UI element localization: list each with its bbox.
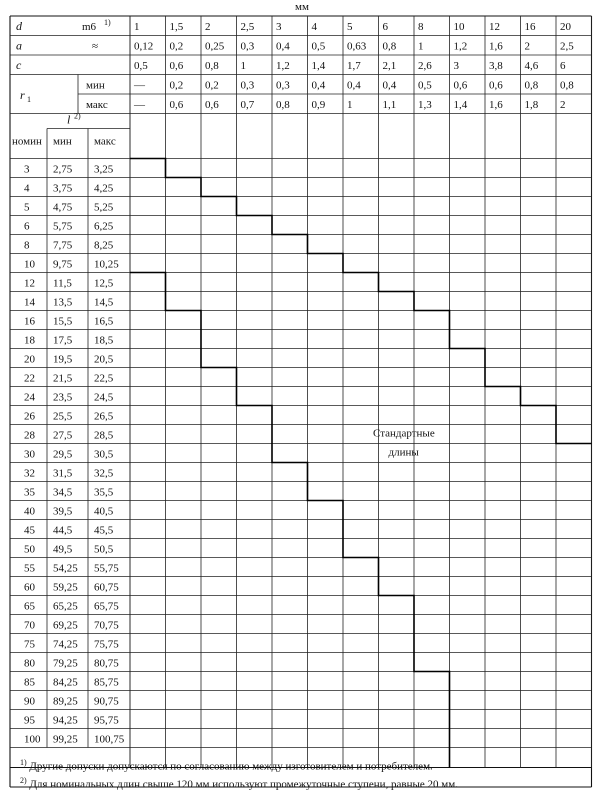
diameter-cell: 16	[524, 21, 536, 33]
length-nominal-cell: 40	[24, 505, 35, 518]
length-nominal-cell: 32	[24, 467, 35, 480]
a-value-cell: 0,25	[205, 40, 225, 53]
r1-label: r	[20, 88, 25, 102]
length-max-cell: 45,5	[94, 524, 114, 537]
c-label: c	[16, 58, 22, 72]
a-value-cell: 1	[418, 40, 424, 53]
l-label: l	[67, 112, 71, 127]
c-value-cell: 1,2	[276, 60, 290, 72]
length-max-cell: 95,75	[94, 714, 119, 727]
diameter-cell: 20	[560, 21, 571, 33]
length-nominal-cell: 28	[24, 429, 35, 442]
standard-length-boundaries	[130, 159, 592, 768]
length-nominal-cell: 45	[24, 524, 35, 537]
a-value-cell: 0,12	[134, 40, 154, 53]
length-max-cell: 90,75	[94, 695, 119, 708]
footnote-1-text: Другие допуски допускаются по согласованию между изготовителем и потребителем.	[29, 760, 433, 773]
length-max-cell: 55,75	[94, 562, 119, 575]
r1-max-value-cell: 1,1	[382, 99, 397, 111]
d-label: d	[16, 19, 22, 33]
length-min-cell: 94,25	[53, 714, 78, 727]
length-min-cell: 9,75	[53, 258, 73, 271]
diameter-cell: 6	[382, 21, 388, 33]
diameter-cell: 2	[205, 21, 211, 33]
r1-max-value-cell: 0,6	[169, 99, 184, 111]
length-max-cell: 70,75	[94, 619, 119, 632]
length-nominal-cell: 65	[24, 600, 35, 613]
length-nominal-cell: 100	[24, 733, 41, 746]
a-value-cell: 1,6	[489, 40, 503, 53]
length-min-cell: 15,5	[53, 315, 73, 328]
length-nominal-cell: 75	[24, 638, 35, 651]
length-nominal-cell: 5	[24, 201, 30, 214]
length-nominal-cell: 12	[24, 277, 35, 290]
a-value-cell: 0,2	[169, 40, 184, 53]
a-value-cell: 2,5	[560, 40, 574, 53]
length-max-cell: 30,5	[94, 448, 114, 461]
length-min-cell: 7,75	[53, 239, 73, 252]
footnote-2	[20, 774, 595, 792]
length-max-cell: 65,75	[94, 600, 119, 613]
length-max-cell: 4,25	[94, 182, 114, 195]
length-max-cell: 20,5	[94, 353, 114, 366]
r1-min-value-cell: 0,3	[240, 79, 255, 92]
length-min-cell: 3,75	[53, 182, 73, 195]
diameter-cell: 2,5	[240, 21, 255, 33]
diameter-cell: 10	[453, 21, 465, 33]
length-min-cell: 19,5	[53, 353, 73, 366]
length-max-cell: 10,25	[94, 258, 119, 271]
length-min-cell: 49,5	[53, 543, 73, 556]
length-max-cell: 5,25	[94, 201, 114, 214]
length-max-cell: 85,75	[94, 676, 119, 689]
footnotes	[20, 756, 595, 791]
col-min-label: мин	[53, 135, 72, 148]
c-value-cell: 1	[240, 60, 246, 72]
length-max-cell: 26,5	[94, 410, 114, 423]
a-value-cell: 0,5	[311, 40, 326, 53]
r1-min-value-cell: 0,6	[489, 79, 503, 92]
length-min-cell: 2,75	[53, 163, 73, 176]
length-max-cell: 16,5	[94, 315, 114, 328]
length-nominal-cell: 16	[24, 315, 35, 328]
r1-max-value-cell: 0,8	[276, 99, 290, 111]
length-max-cell: 40,5	[94, 505, 114, 518]
length-nominal-cell: 20	[24, 353, 35, 366]
length-min-cell: 23,5	[53, 391, 73, 404]
c-value-cell: 2,1	[382, 60, 397, 72]
length-min-cell: 44,5	[53, 524, 73, 537]
a-value-cell: 2	[524, 40, 530, 53]
length-nominal-cell: 18	[24, 334, 35, 347]
length-nominal-cell: 90	[24, 695, 35, 708]
r1-max-value-cell: 0,6	[205, 99, 219, 111]
r1-max-value-cell: 0,7	[240, 99, 255, 111]
length-nominal-cell: 30	[24, 448, 35, 461]
r1-min-value-cell: 0,4	[311, 79, 326, 92]
r1-subscript: 1	[27, 95, 31, 104]
length-nominal-cell: 6	[24, 220, 30, 233]
length-nominal-cell: 55	[24, 562, 35, 575]
length-min-cell: 74,25	[53, 638, 78, 651]
a-value-cell: 0,8	[382, 40, 397, 53]
diameter-cell: 1,5	[169, 21, 184, 33]
d-tolerance: m6	[82, 21, 97, 33]
r1-min-value-cell: 0,8	[560, 79, 574, 92]
length-max-cell: 14,5	[94, 296, 114, 309]
length-nominal-cell: 50	[24, 543, 35, 556]
length-min-cell: 59,25	[53, 581, 78, 594]
r1-min-value-cell: 0,5	[418, 79, 432, 92]
length-nominal-cell: 3	[24, 163, 30, 176]
r1-max-label: макс	[86, 99, 108, 111]
length-max-cell: 75,75	[94, 638, 119, 651]
length-nominal-cell: 8	[24, 239, 30, 252]
r1-max-value-cell: 0,9	[311, 99, 326, 111]
length-min-cell: 4,75	[53, 201, 73, 214]
length-max-cell: 32,5	[94, 467, 114, 480]
length-min-cell: 39,5	[53, 505, 73, 518]
length-nominal-cell: 80	[24, 657, 35, 670]
r1-min-value-cell: 0,6	[453, 79, 468, 92]
footnote-1	[20, 756, 595, 774]
length-nominal-cell: 22	[24, 372, 35, 385]
diameter-cell: 4	[311, 21, 317, 33]
c-value-cell: 1,4	[311, 60, 326, 72]
d-tolerance-note: 1)	[104, 18, 111, 27]
r1-min-value-cell: 0,4	[382, 79, 397, 92]
diameter-cell: 8	[418, 21, 424, 33]
a-value-cell: 0,4	[276, 40, 290, 53]
length-min-cell: 25,5	[53, 410, 73, 423]
c-value-cell: 0,5	[134, 60, 148, 72]
length-min-cell: 89,25	[53, 695, 78, 708]
length-min-cell: 5,75	[53, 220, 73, 233]
length-nominal-cell: 4	[24, 182, 30, 195]
r1-max-value-cell: —	[134, 99, 145, 111]
a-label: a	[16, 38, 22, 53]
r1-max-value-cell: 1,4	[453, 99, 468, 111]
length-nominal-cell: 14	[24, 296, 35, 309]
length-min-cell: 65,25	[53, 600, 78, 613]
c-value-cell: 1,7	[347, 60, 361, 72]
length-max-cell: 50,5	[94, 543, 114, 556]
standard-lengths-label-2: длины	[388, 446, 419, 459]
footnote-1-mark: 1)	[20, 758, 27, 767]
length-max-cell: 28,5	[94, 429, 114, 442]
length-min-cell: 27,5	[53, 429, 73, 442]
r1-min-value-cell: 0,8	[524, 79, 539, 92]
length-min-cell: 11,5	[53, 277, 72, 290]
length-max-cell: 12,5	[94, 277, 114, 290]
a-value-cell: 0,63	[347, 40, 367, 53]
length-min-cell: 13,5	[53, 296, 73, 309]
a-approx-sign: ≈	[92, 40, 99, 53]
length-max-cell: 80,75	[94, 657, 119, 670]
r1-max-value-cell: 1	[347, 99, 353, 111]
length-min-cell: 29,5	[53, 448, 73, 461]
length-max-cell: 22,5	[94, 372, 114, 385]
length-nominal-cell: 35	[24, 486, 35, 499]
c-value-cell: 0,8	[205, 60, 219, 72]
length-min-cell: 21,5	[53, 372, 73, 385]
length-min-cell: 99,25	[53, 733, 78, 746]
length-max-cell: 35,5	[94, 486, 114, 499]
footnote-2-text: Для номинальных длин свыше 120 мм используют промежуточные ступени, равные 20 мм.	[29, 778, 458, 791]
length-nominal-cell: 60	[24, 581, 35, 594]
diameter-cell: 1	[134, 21, 140, 33]
c-value-cell: 3,8	[489, 60, 503, 72]
r1-min-value-cell: 0,2	[205, 79, 219, 92]
length-min-cell: 31,5	[53, 467, 73, 480]
a-value-cell: 0,3	[240, 40, 255, 53]
r1-min-value-cell: —	[134, 79, 145, 92]
length-max-cell: 24,5	[94, 391, 114, 404]
length-max-cell: 3,25	[94, 163, 114, 176]
unit-label: мм	[295, 1, 309, 13]
r1-max-value-cell: 1,8	[524, 99, 539, 111]
length-max-cell: 100,75	[94, 733, 125, 746]
r1-max-value-cell: 1,3	[418, 99, 432, 111]
length-max-cell: 60,75	[94, 581, 119, 594]
c-value-cell: 2,6	[418, 60, 432, 72]
length-max-cell: 6,25	[94, 220, 114, 233]
length-max-cell: 8,25	[94, 239, 114, 252]
length-nominal-cell: 85	[24, 676, 35, 689]
length-max-cell: 18,5	[94, 334, 114, 347]
length-nominal-cell: 70	[24, 619, 35, 632]
r1-min-value-cell: 0,3	[276, 79, 290, 92]
table-text	[12, 18, 574, 746]
a-value-cell: 1,2	[453, 40, 468, 53]
length-min-cell: 69,25	[53, 619, 78, 632]
r1-min-value-cell: 0,4	[347, 79, 361, 92]
length-nominal-cell: 26	[24, 410, 35, 423]
length-nominal-cell: 95	[24, 714, 35, 727]
c-value-cell: 3	[453, 60, 459, 72]
c-value-cell: 6	[560, 60, 566, 72]
r1-min-label: мин	[86, 79, 105, 92]
length-min-cell: 79,25	[53, 657, 78, 670]
r1-min-value-cell: 0,2	[169, 79, 184, 92]
length-min-cell: 84,25	[53, 676, 78, 689]
length-min-cell: 54,25	[53, 562, 78, 575]
col-nom-label: номин	[12, 135, 42, 148]
lower-standard-boundary	[130, 273, 450, 768]
standard-lengths-label: Стандартные	[373, 427, 435, 440]
length-nominal-cell: 10	[24, 258, 35, 271]
c-value-cell: 4,6	[524, 60, 539, 72]
length-nominal-cell: 24	[24, 391, 35, 404]
diameter-cell: 3	[276, 21, 282, 33]
r1-max-value-cell: 2	[560, 99, 566, 111]
c-value-cell: 0,6	[169, 60, 184, 72]
diameter-cell: 5	[347, 21, 353, 33]
length-min-cell: 34,5	[53, 486, 73, 499]
length-min-cell: 17,5	[53, 334, 73, 347]
l-note: 2)	[74, 111, 81, 121]
diameter-cell: 12	[489, 21, 500, 33]
upper-standard-boundary	[130, 159, 592, 444]
col-max-label: макс	[94, 135, 116, 148]
r1-max-value-cell: 1,6	[489, 99, 503, 111]
footnote-2-mark: 2)	[20, 775, 27, 785]
